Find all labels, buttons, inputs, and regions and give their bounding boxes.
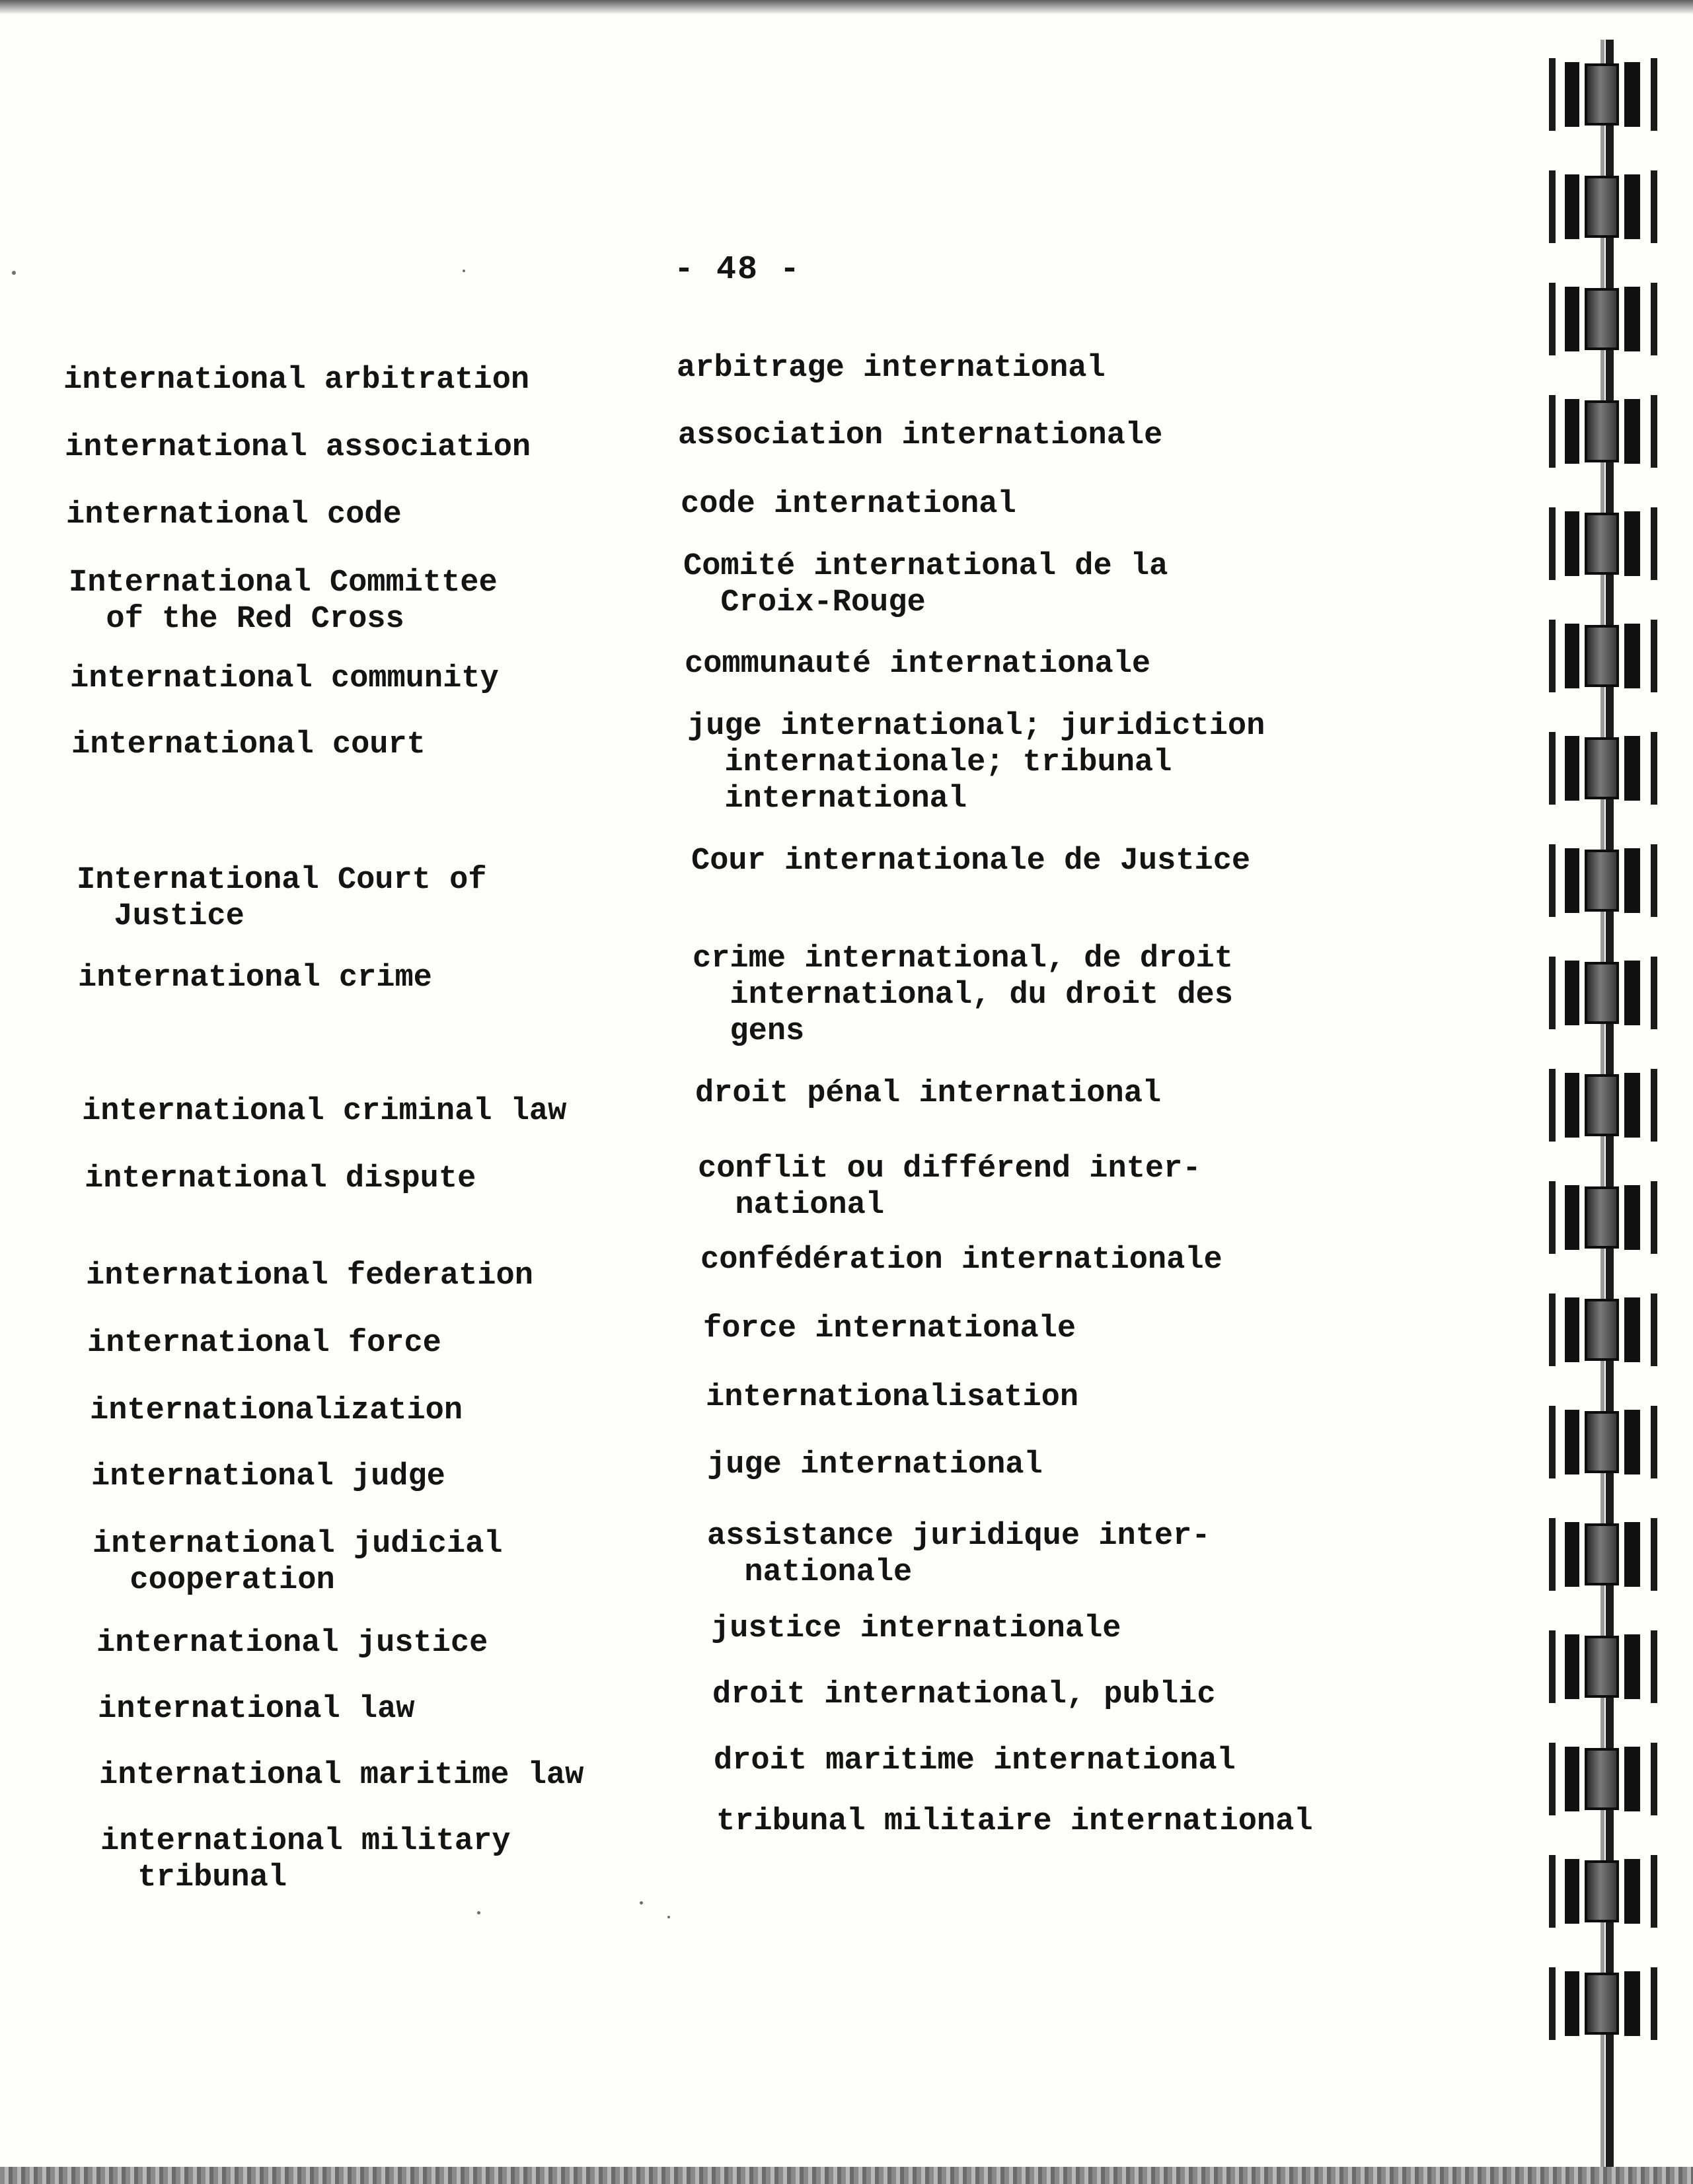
french-term-line: gens xyxy=(693,1014,805,1049)
spiral-ring-part xyxy=(1624,961,1640,1025)
spiral-ring-part xyxy=(1624,1185,1640,1250)
spiral-ring-part xyxy=(1565,511,1579,576)
english-term xyxy=(100,1823,511,1896)
spiral-binding xyxy=(1545,40,1677,2167)
spiral-ring-part xyxy=(1585,400,1619,462)
spiral-ring xyxy=(1545,170,1661,243)
french-term-line: arbitrage international xyxy=(677,351,1106,386)
spiral-ring-part xyxy=(1585,1299,1619,1361)
english-term-line: tribunal xyxy=(100,1860,287,1895)
spiral-ring-part xyxy=(1565,1747,1579,1811)
spiral-ring-part xyxy=(1565,1410,1579,1474)
spiral-ring-part xyxy=(1565,1297,1579,1362)
french-term-line: international xyxy=(687,782,967,817)
english-term-line: international arbitration xyxy=(63,363,530,398)
english-term-line: Justice xyxy=(77,899,245,934)
spiral-ring-part xyxy=(1624,1747,1640,1811)
english-term-line: international criminal law xyxy=(82,1094,567,1129)
spiral-ring-part xyxy=(1565,287,1579,351)
french-term xyxy=(700,1242,1223,1278)
french-term-line: internationalisation xyxy=(706,1380,1079,1415)
english-term xyxy=(87,1325,441,1362)
english-term-line: international association xyxy=(65,430,531,465)
french-term xyxy=(698,1151,1201,1223)
english-term-line: International Committee xyxy=(69,565,498,601)
page-bottom-edge xyxy=(0,2167,1693,2184)
english-term xyxy=(85,1161,476,1197)
spiral-ring-part xyxy=(1624,1073,1640,1138)
french-term xyxy=(703,1311,1076,1347)
spiral-ring xyxy=(1545,507,1661,580)
spiral-ring-part xyxy=(1585,1860,1619,1922)
spiral-ring xyxy=(1545,283,1661,355)
french-term-line: international, du droit des xyxy=(693,978,1233,1013)
english-term xyxy=(78,960,432,996)
spiral-ring xyxy=(1545,1743,1661,1815)
french-term-line: confédération internationale xyxy=(700,1243,1223,1278)
spiral-ring-part xyxy=(1585,288,1619,350)
french-term-line: juge international; juridiction xyxy=(687,709,1265,744)
french-term xyxy=(693,941,1233,1050)
spiral-ring-part xyxy=(1565,399,1579,464)
french-term-line: droit international, public xyxy=(712,1677,1216,1712)
spiral-ring-part xyxy=(1565,1971,1579,2036)
scan-speck xyxy=(463,270,465,272)
french-term xyxy=(695,1075,1161,1112)
english-term xyxy=(77,862,487,935)
english-term xyxy=(93,1526,503,1599)
scan-speck xyxy=(12,271,16,275)
french-term xyxy=(687,708,1265,817)
french-term xyxy=(681,486,1016,523)
english-term-line: international force xyxy=(87,1326,441,1361)
spiral-ring-part xyxy=(1624,1971,1640,2036)
french-term xyxy=(677,350,1106,386)
spiral-ring-part xyxy=(1585,1636,1619,1698)
spiral-ring-part xyxy=(1585,1411,1619,1473)
spiral-ring-part xyxy=(1624,399,1640,464)
spiral-ring-part xyxy=(1585,513,1619,575)
english-term xyxy=(65,429,531,466)
spiral-ring-part xyxy=(1585,1523,1619,1585)
french-term xyxy=(707,1447,1043,1483)
spiral-ring-part xyxy=(1565,1522,1579,1587)
spiral-ring-part xyxy=(1565,961,1579,1025)
french-term-line: communauté internationale xyxy=(685,647,1151,682)
english-term-line: International Court of xyxy=(77,863,487,898)
spiral-ring-part xyxy=(1585,962,1619,1024)
spiral-ring-part xyxy=(1624,62,1640,127)
spiral-ring-part xyxy=(1565,174,1579,239)
spiral-ring-part xyxy=(1624,1297,1640,1362)
spiral-ring-part xyxy=(1565,1859,1579,1924)
spiral-ring xyxy=(1545,395,1661,468)
spiral-ring xyxy=(1545,1518,1661,1591)
spiral-ring-part xyxy=(1624,511,1640,576)
spiral-ring xyxy=(1545,844,1661,917)
page-number: - 48 - xyxy=(674,251,802,289)
spiral-ring-part xyxy=(1585,625,1619,687)
spiral-ring xyxy=(1545,620,1661,692)
english-term xyxy=(86,1258,533,1294)
english-term xyxy=(82,1093,566,1130)
english-term-line: international community xyxy=(70,661,499,696)
spiral-ring-part xyxy=(1565,1185,1579,1250)
english-term-line: internationalization xyxy=(90,1393,463,1428)
spiral-ring xyxy=(1545,1406,1661,1478)
spiral-ring xyxy=(1545,1293,1661,1366)
spiral-ring-part xyxy=(1624,736,1640,801)
english-term-line: cooperation xyxy=(93,1563,335,1598)
spiral-ring-part xyxy=(1565,624,1579,688)
french-term-line: Cour internationale de Justice xyxy=(691,844,1251,879)
english-term-line: international court xyxy=(71,727,426,762)
spiral-ring-part xyxy=(1565,1634,1579,1699)
english-term xyxy=(69,565,498,637)
spiral-ring-part xyxy=(1585,1186,1619,1249)
french-term-line: nationale xyxy=(707,1555,913,1590)
spiral-ring-part xyxy=(1624,1634,1640,1699)
spiral-ring-part xyxy=(1624,848,1640,913)
french-term-line: tribunal militaire international xyxy=(716,1804,1313,1839)
english-term xyxy=(99,1757,583,1794)
spiral-ring-part xyxy=(1585,850,1619,912)
scan-speck xyxy=(640,1901,643,1905)
english-term-line: international military xyxy=(100,1824,511,1859)
english-term-line: international dispute xyxy=(85,1161,476,1196)
english-term-line: international justice xyxy=(96,1626,488,1661)
french-term-line: code international xyxy=(681,487,1016,522)
spiral-ring-part xyxy=(1624,624,1640,688)
french-term-line: justice internationale xyxy=(711,1611,1121,1646)
french-term-line: droit pénal international xyxy=(695,1076,1162,1111)
french-term xyxy=(683,548,1168,621)
spiral-ring xyxy=(1545,1181,1661,1254)
english-term xyxy=(96,1625,488,1661)
spiral-ring-part xyxy=(1624,1859,1640,1924)
french-term-line: juge international xyxy=(707,1447,1043,1482)
french-term xyxy=(714,1743,1236,1779)
french-term-line: assistance juridique inter- xyxy=(707,1519,1211,1554)
spiral-ring xyxy=(1545,1967,1661,2040)
scan-speck xyxy=(477,1911,480,1914)
french-term-line: Croix-Rouge xyxy=(683,585,926,620)
spiral-ring-part xyxy=(1624,1522,1640,1587)
french-term xyxy=(711,1611,1121,1647)
english-term xyxy=(63,362,529,398)
spiral-ring-part xyxy=(1565,62,1579,127)
spiral-ring-part xyxy=(1585,1074,1619,1136)
french-term xyxy=(716,1803,1313,1840)
english-term xyxy=(90,1393,463,1429)
spiral-ring-part xyxy=(1585,1973,1619,2035)
french-term xyxy=(691,843,1250,879)
scan-speck xyxy=(667,1916,670,1918)
french-term-line: association internationale xyxy=(678,418,1163,453)
spiral-ring-part xyxy=(1624,1410,1640,1474)
french-term-line: crime international, de droit xyxy=(693,941,1233,976)
english-term-line: international federation xyxy=(86,1258,533,1293)
spiral-ring xyxy=(1545,732,1661,805)
page-top-edge xyxy=(0,0,1693,15)
english-term-line: international judicial xyxy=(93,1527,503,1562)
english-term-line: of the Red Cross xyxy=(69,602,404,637)
english-term xyxy=(71,727,426,763)
spiral-ring xyxy=(1545,1630,1661,1703)
french-term-line: force internationale xyxy=(703,1311,1076,1346)
spiral-ring-part xyxy=(1565,848,1579,913)
spiral-ring-part xyxy=(1624,287,1640,351)
english-term xyxy=(98,1691,414,1728)
english-term xyxy=(66,497,402,533)
spiral-ring-part xyxy=(1624,174,1640,239)
french-term-line: droit maritime international xyxy=(714,1743,1236,1778)
spiral-ring-part xyxy=(1565,736,1579,801)
english-term xyxy=(70,661,499,697)
english-term-line: international code xyxy=(66,497,402,532)
french-term-line: Comité international de la xyxy=(683,549,1168,584)
spiral-ring-part xyxy=(1565,1073,1579,1138)
english-term-line: international crime xyxy=(78,961,432,996)
french-term-line: conflit ou différend inter- xyxy=(698,1151,1201,1186)
french-term xyxy=(712,1677,1216,1713)
french-term-line: national xyxy=(698,1188,885,1223)
french-term xyxy=(685,646,1150,682)
french-term xyxy=(706,1379,1078,1416)
spiral-ring xyxy=(1545,957,1661,1029)
french-term xyxy=(678,418,1162,454)
english-term xyxy=(91,1459,445,1495)
spiral-ring xyxy=(1545,1855,1661,1928)
spiral-ring-part xyxy=(1585,1748,1619,1810)
spiral-ring xyxy=(1545,58,1661,131)
spiral-ring-part xyxy=(1585,63,1619,126)
english-term-line: international judge xyxy=(91,1459,445,1494)
spiral-ring-part xyxy=(1585,737,1619,799)
english-term-line: international maritime law xyxy=(99,1758,584,1793)
spiral-ring xyxy=(1545,1069,1661,1142)
english-term-line: international law xyxy=(98,1692,415,1727)
spiral-ring-part xyxy=(1585,176,1619,238)
french-term-line: internationale; tribunal xyxy=(687,745,1172,780)
french-term xyxy=(707,1518,1211,1591)
